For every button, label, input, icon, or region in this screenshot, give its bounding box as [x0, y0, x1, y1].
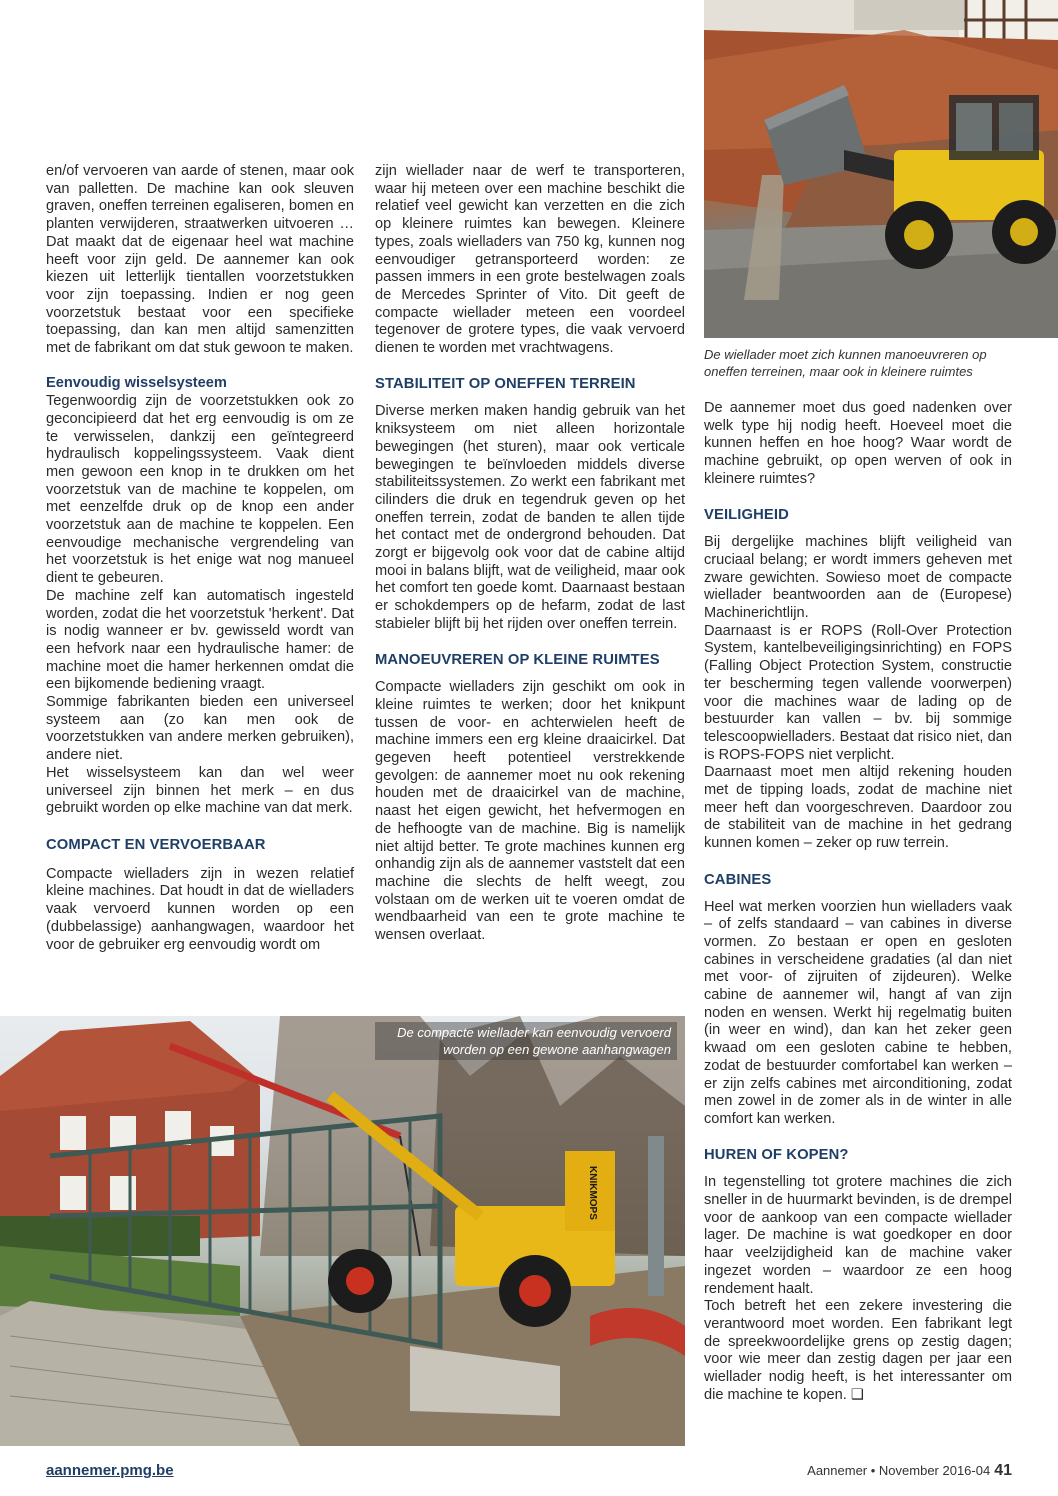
paragraph: Bij dergelijke machines blijft veiligheid van cruciaal belang; er wordt immers geheven met zware gewichten. Sowieso moet de compacte wiellader beantwoorden aan de (Europese) Machinerichtlijn. [704, 534, 1012, 622]
column-2 [375, 163, 685, 945]
paragraph: Daarnaast moet men altijd rekening houden met de tipping loads, zodat de machine niet meer heft dan voorgeschreven. Daardoor zou de stabiliteit van de machine in het gedrang kunnen komen – zeker op ruw terrein. [704, 764, 1012, 852]
column-3 [704, 346, 1012, 1405]
website-link[interactable]: aannemer.pmg.be [46, 1462, 174, 1479]
paragraph: en/of vervoeren van aarde of stenen, maar ook van palletten. De machine kan ook sleuven graven, oneffen terreinen egaliseren, bomen en planten verwijderen, straatwerken uitvoeren … Dat maakt dat de eigenaar heel wat machine heeft voor zijn geld. De aannemer kan ook kiezen uit letterlijk tientallen voorzetstukken voor zijn toepassing. Indien er nog geen voorzetstuk bestaat voor een specifieke toepassing, dan kan men altijd samenzitten met de fabrikant om dat stuk gewoon te maken. [46, 163, 354, 357]
end-mark-icon: ❑ [850, 1386, 864, 1403]
page-footer [807, 1462, 1012, 1480]
heading-cabines: CABINES [704, 871, 772, 888]
paragraph: In tegenstelling tot grotere machines die zich sneller in de huurmarkt bevinden, is de drempel voor de aankoop van een compacte wiellader lager. De machine is wat goedkoper en door haar veelzijdigheid kan de machine vaker ingezet worden – waardoor ze een hoog rendement haalt. [704, 1174, 1012, 1297]
heading-manoeuvreren: MANOEUVREREN OP KLEINE RUIMTES [375, 652, 660, 669]
paragraph: De machine zelf kan automatisch ingesteld worden, zodat die het voorzetstuk 'herkent'. Dat is nodig wanneer er bv. gewisseld wordt van een hefvork naar een hydraulische hamer: de machine moet die hamer herkennen omdat die een bijkomende bediening vraagt. [46, 587, 354, 693]
wheel-loader-photo [704, 0, 1058, 338]
paragraph: De aannemer moet dus goed nadenken over welk type hij nodig heeft. Hoeveel moet die kunnen heffen en hoe hoog? Waar wordt de machine gebruikt, op open werven of ook in kleinere ruimtes? [704, 400, 1012, 487]
paragraph: Daarnaast is er ROPS (Roll-Over Protection System, kantelbeveiligingsinrichting) en FOPS (Falling Object Protection System, constructie ter bescherming tegen vallende voorwerpen) voor die machines waar de lading op de bestuurder kan vallen – bv. bij sommige telescoopwielladers. Bestaat dat risico niet, dan is ROPS-FOPS niet verplicht. [704, 622, 1012, 763]
page-number: 41 [994, 1462, 1012, 1479]
subheading-wisselsysteem: Eenvoudig wisselsysteem [46, 375, 227, 392]
machine-label: KNIKMOPS [587, 1166, 598, 1220]
paragraph: Compacte wielladers zijn in wezen relatief kleine machines. Dat houdt in dat de wielladers vaak vervoerd kunnen worden op een (dubbelassige) aanhangwagen, waardoor het voor de gebruiker erg eenvoudig wordt om [46, 865, 354, 953]
paragraph-text: Toch betreft het een zekere investering die verantwoord moet worden. Een fabrikant legt de spreekwoordelijke grens op zestig dagen; voor wie meer dan zestig dagen per jaar een wiellader nodig heeft, is het interessanter om die machine te kopen. [704, 1298, 1012, 1403]
paragraph: Diverse merken maken handig gebruik van het kniksysteem om niet alleen horizontale bewegingen (het sturen), maar ook verticale bewegingen te beïnvloeden middels diverse stabiliteitssystemen. Zo werkt een fabrikant met cilinders die druk en tegendruk geven op het oneffen terrein, zodat de banden te allen tijde het contact met de ondergrond behouden. Dat zorgt er bijgevolg ook voor dat de cabine altijd mooi in balans blijft, wat de veiligheid, maar ook het comfort ten goede komt. Daarnaast bestaan er schokdempers op de hefarm, zodat de last stabieler blijft bij het rijden over oneffen terrein. [375, 403, 685, 632]
paragraph: Sommige fabrikanten bieden een universeel systeem aan (zo kan men ook de voorzetstukken van andere merken gebruiken), andere niet. [46, 694, 354, 764]
paragraph: Heel wat merken voorzien hun wielladers vaak – of zelfs standaard – van cabines in diverse vormen. Zo bestaan er open en gesloten cabines in verscheidene gradaties (al dan niet met voor- of zijruiten of zijdeuren). Welke cabine de aannemer wil, hangt af van zijn noden en wensen. Werkt hij regelmatig buiten (in weer en wind), dan kan het zeker geen kwaad om een gesloten cabine te hebben, zodat de bestuurder comfortabel kan werken – er zijn zelfs cabines met airconditioning, zodat men zowel in de zomer als in de winter in alle comfort kan werken. [704, 898, 1012, 1127]
heading-huren-of-kopen: HUREN OF KOPEN? [704, 1147, 849, 1164]
gate-transport-photo [0, 1016, 685, 1446]
paragraph [704, 1298, 1012, 1404]
photo-caption: De wiellader moet zich kunnen manoeuvreren op oneffen terreinen, maar ook in kleinere ruimtes [704, 347, 987, 379]
heading-stabiliteit: STABILITEIT OP ONEFFEN TERREIN [375, 376, 636, 393]
heading-veiligheid: VEILIGHEID [704, 507, 789, 524]
heading-compact-en-vervoerbaar: COMPACT EN VERVOERBAAR [46, 836, 266, 853]
column-1 [46, 163, 354, 954]
photo-caption: De compacte wiellader kan eenvoudig vervoerd worden op een gewone aanhangwagen [375, 1022, 677, 1060]
paragraph: zijn wiellader naar de werf te transporteren, waar hij meteen over een machine beschikt die relatief veel gewicht kan verzetten en die zich op kleinere ruimtes kan bewegen. Kleinere types, zoals wielladers van 750 kg, kunnen nog eenvoudiger getransporteerd worden: ze passen immers in een grote bestelwagen zoals de Mercedes Sprinter of Vito. Dit geeft de compacte wiellader meteen een voordeel tegenover de grotere types, die vaak vervoerd dienen te worden met vrachtwagens. [375, 163, 685, 357]
paragraph: Het wisselsysteem kan dan wel weer universeel zijn binnen het merk – en dus gebruikt worden op elke machine van dat merk. [46, 764, 354, 817]
paragraph: Tegenwoordig zijn de voorzetstukken ook zo geconcipieerd dat het erg eenvoudig is om ze te verwisselen, dankzij een geïntegreerd hydraulisch koppelingssysteem. Vaak dient men gewoon een knop in te drukken om het voorzetstuk van de machine te koppelen, om met eenzelfde druk op de knop een ander voorzetstuk aan de machine te koppelen. Een eenvoudige mechanische vergrendeling van het voorzetstuk is het enige wat nog manueel dient te gebeuren. [46, 393, 354, 587]
paragraph: Compacte wielladers zijn geschikt om ook in kleine ruimtes te werken; door het knikpunt tussen de voor- en achterwielen heeft de machine immers een erg kleine draaicirkel. Dat gegeven heeft potentieel verstrekkende gevolgen: de aannemer moet nu ook rekening houden met de draaicirkel van de machine, naast het eigen gewicht, het hefvermogen en de hefhoogte van de machine. Big is namelijk niet altijd better. Te grote machines kunnen erg onhandig zijn als de aannemer vaststelt dat een machine die slechts de helft weegt, zou volstaan om de werken uit te voeren omdat de wendbaarheid van een te grote machine te wensen overlaat. [375, 679, 685, 944]
issue-info: Aannemer • November 2016-04 [807, 1463, 991, 1478]
